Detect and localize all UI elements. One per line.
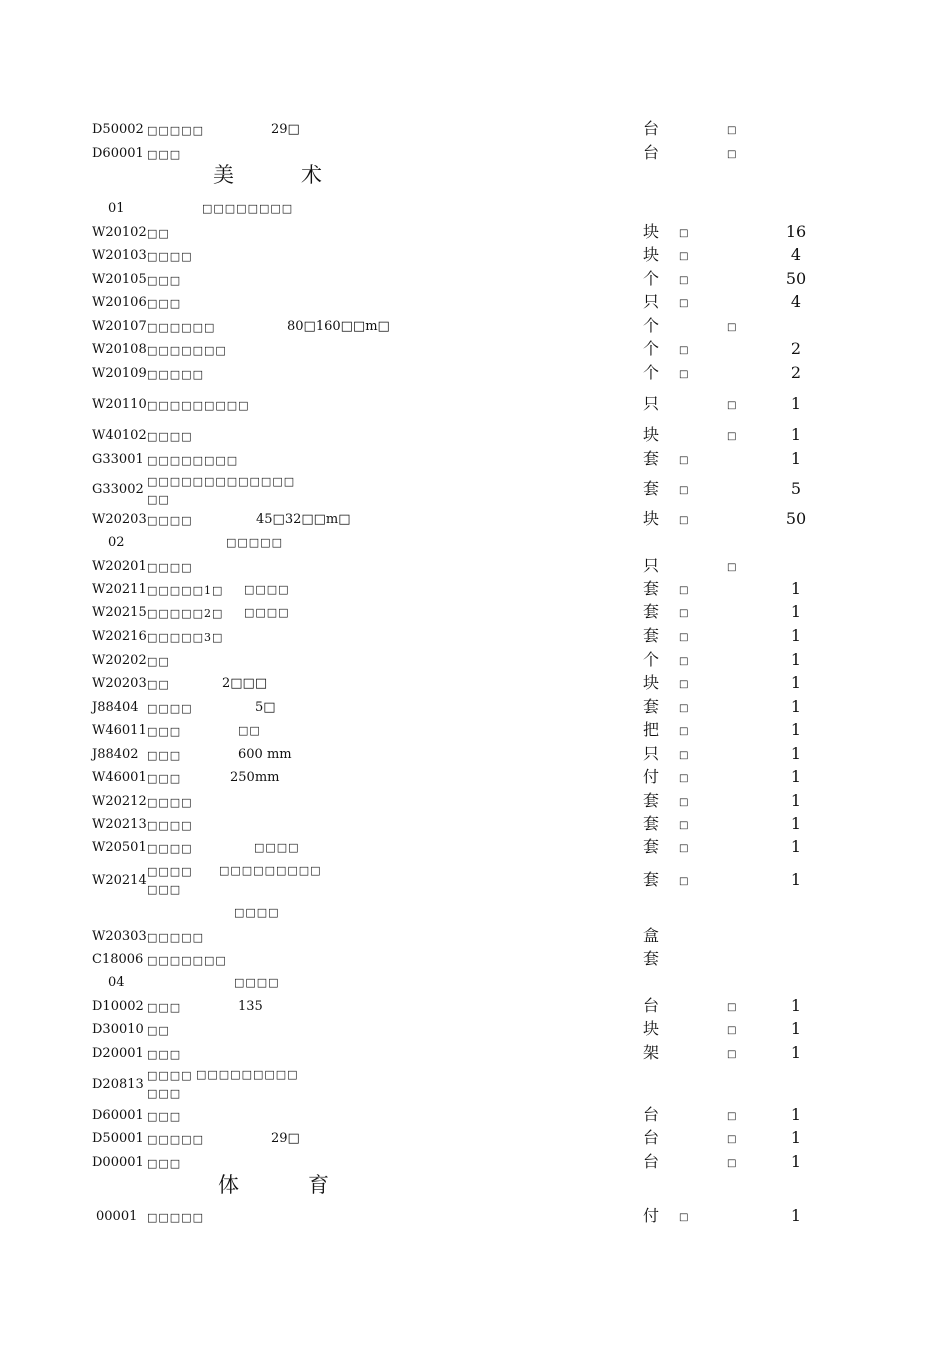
item-name: □□□□ [147,430,193,443]
item-unit: 只 [643,292,660,311]
item-mark-a: □ [679,656,689,667]
item-name-line-2: □□□ [147,883,182,896]
item-quantity: 1 [790,697,802,716]
item-name: □□□ [147,772,182,785]
item-mark-a: □ [679,726,689,737]
item-mark-a: □ [679,797,689,808]
item-quantity: 1 [790,870,802,889]
item-name: □□□ [147,1157,182,1170]
section-heading-art-char-1: 美 [213,163,234,187]
item-code: C18006 [92,952,144,967]
item-name: □□□ [147,1001,182,1014]
item-code: W20203 [92,676,147,691]
item-name: □□□□ [147,561,193,574]
item-quantity: 1 [790,837,802,856]
item-quantity: 16 [785,222,807,241]
item-mark-a: □ [679,298,689,309]
item-quantity: 1 [790,1206,802,1225]
item-unit: 个 [643,339,660,358]
item-unit: 块 [643,245,660,264]
item-code: W46001 [92,770,147,785]
item-unit: 套 [643,814,660,833]
item-mark-a: □ [679,773,689,784]
item-mark-a: □ [679,455,689,466]
item-mark-a: □ [679,585,689,596]
item-mark-b: □ [727,1002,737,1013]
item-code: W20109 [92,366,147,381]
item-unit: 个 [643,650,660,669]
item-spec: 600 mm [238,747,292,762]
item-mark-b: □ [727,1025,737,1036]
item-unit: 盒 [643,926,660,945]
item-code: W20501 [92,840,147,855]
item-name: □□□□□□□□□ [147,399,250,412]
group-number-01: 01 [108,201,125,216]
item-code: W20107 [92,319,147,334]
item-name: □□□ [147,297,182,310]
item-code: W40102 [92,428,147,443]
item-mark-a: □ [679,820,689,831]
item-quantity: 1 [790,579,802,598]
item-unit: 套 [643,837,660,856]
item-unit: 台 [643,1152,660,1171]
item-spec: 29□ [271,1131,300,1146]
item-code: 00001 [96,1209,138,1224]
item-mark-b: □ [727,1158,737,1169]
item-quantity: 1 [790,1128,802,1147]
item-code: W20102 [92,225,147,240]
item-name: □□□□□□□□□□□□□ [147,475,296,488]
item-code: D20001 [92,1046,144,1061]
item-mark-b: □ [727,400,737,411]
item-code: D10002 [92,999,144,1014]
item-name: □□□□□ [147,124,204,137]
item-code: D60001 [92,146,144,161]
item-name: □□□□□1□ [147,584,224,597]
item-unit: 付 [643,1206,660,1225]
item-name: □□□□□□□ [147,344,227,357]
item-code: D50002 [92,122,144,137]
item-quantity: 1 [790,996,802,1015]
item-code: J88402 [92,747,139,762]
item-quantity: 1 [790,449,802,468]
item-name: □□□□□□□□ [147,454,239,467]
item-mark-a: □ [679,679,689,690]
item-mark-a: □ [679,750,689,761]
group-title-03: □□□□ [234,906,280,919]
item-spec: 250mm [230,770,280,785]
item-name: □□□□ [147,702,193,715]
item-code: W20213 [92,817,147,832]
item-quantity: 1 [790,650,802,669]
item-name: □□□□□ [147,931,204,944]
item-code: G33002 [92,482,144,497]
item-unit: 个 [643,363,660,382]
item-unit: 块 [643,1019,660,1038]
item-quantity: 1 [790,1019,802,1038]
item-unit: 套 [643,949,660,968]
item-unit: 台 [643,143,660,162]
item-spec: □□ [238,724,261,737]
item-unit: 套 [643,449,660,468]
group-title-04: □□□□ [234,976,280,989]
item-name-line-2: □□□ [147,1087,182,1100]
section-heading-art-char-2: 术 [301,163,322,187]
item-mark-b: □ [727,322,737,333]
item-code: W20211 [92,582,147,597]
item-quantity: 1 [790,814,802,833]
item-unit: 套 [643,791,660,810]
group-title-02: □□□□□ [226,536,283,549]
item-code: D50001 [92,1131,144,1146]
item-spec: □□□□□□□□□ [196,1068,299,1081]
item-quantity: 1 [790,767,802,786]
item-unit: 付 [643,767,660,786]
item-quantity: 1 [790,1105,802,1124]
item-mark-a: □ [679,485,689,496]
item-quantity: 50 [785,269,807,288]
item-code: W20201 [92,559,147,574]
item-unit: 套 [643,579,660,598]
item-mark-a: □ [679,1212,689,1223]
item-code: W20103 [92,248,147,263]
item-code: W20303 [92,929,147,944]
item-spec: □□□□ [244,583,290,596]
item-name: □□□□ [147,514,193,527]
group-number-04: 04 [108,975,125,990]
item-spec: 135 [238,999,263,1014]
item-code: W20214 [92,873,147,888]
item-code: D00001 [92,1155,144,1170]
item-mark-b: □ [727,1134,737,1145]
item-unit: 套 [643,697,660,716]
item-name: □□□□□ [147,1133,204,1146]
item-name: □□ [147,227,170,240]
item-quantity: 1 [790,791,802,810]
item-mark-a: □ [679,843,689,854]
item-mark-a: □ [679,369,689,380]
item-code: D30010 [92,1022,144,1037]
item-unit: 台 [643,1105,660,1124]
item-unit: 只 [643,394,660,413]
item-mark-b: □ [727,125,737,136]
item-quantity: 1 [790,673,802,692]
item-unit: 架 [643,1043,660,1062]
item-mark-b: □ [727,562,737,573]
item-unit: 只 [643,744,660,763]
item-name: □□□ [147,274,182,287]
section-heading-pe-char-1: 体 [218,1173,239,1197]
item-spec: 2□□□ [222,676,268,691]
item-code: W20110 [92,397,147,412]
item-name: □□□□□ [147,368,204,381]
item-code: W20216 [92,629,147,644]
item-name: □□ [147,655,170,668]
item-quantity: 1 [790,602,802,621]
item-spec: □□□□ [244,606,290,619]
item-unit: 个 [643,269,660,288]
item-unit: 块 [643,425,660,444]
item-unit: 套 [643,602,660,621]
item-quantity: 2 [790,339,802,358]
item-name: □□□□ [147,796,193,809]
item-mark-b: □ [727,1111,737,1122]
item-code: W20108 [92,342,147,357]
item-mark-b: □ [727,1049,737,1060]
section-heading-pe-char-2: 育 [308,1173,329,1197]
item-unit: 块 [643,673,660,692]
item-mark-a: □ [679,632,689,643]
item-unit: 台 [643,119,660,138]
item-code: W20105 [92,272,147,287]
item-quantity: 1 [790,720,802,739]
item-name: □□□□□2□ [147,607,224,620]
item-name: □□□ [147,1110,182,1123]
item-unit: 台 [643,1128,660,1147]
item-spec: □□□□ [254,841,300,854]
item-unit: 块 [643,222,660,241]
item-name: □□□ [147,148,182,161]
item-code: J88404 [92,700,139,715]
item-name: □□□□ [147,250,193,263]
item-spec: 45□32□□m□ [256,512,351,527]
item-name: □□□□□ [147,1211,204,1224]
item-quantity: 50 [785,509,807,528]
item-quantity: 1 [790,1043,802,1062]
item-spec: 80□160□□m□ [287,319,390,334]
item-name: □□□ [147,749,182,762]
item-spec: 5□ [255,700,276,715]
item-code: W20212 [92,794,147,809]
item-unit: 块 [643,509,660,528]
item-mark-a: □ [679,251,689,262]
item-quantity: 5 [790,479,802,498]
item-name: □□□□□3□ [147,631,224,644]
item-mark-b: □ [727,149,737,160]
item-unit: 个 [643,316,660,335]
item-unit: 套 [643,870,660,889]
item-code: W20203 [92,512,147,527]
item-name: □□□□ [147,842,193,855]
item-quantity: 1 [790,425,802,444]
item-code: G33001 [92,452,144,467]
item-code: W46011 [92,723,147,738]
item-spec: 29□ [271,122,300,137]
item-mark-a: □ [679,608,689,619]
item-name: □□□□ [147,819,193,832]
item-unit: 把 [643,720,660,739]
item-name: □□ [147,678,170,691]
item-mark-a: □ [679,228,689,239]
group-title-01: □□□□□□□□ [202,202,294,215]
item-quantity: 4 [790,245,802,264]
item-name-line-2: □□ [147,493,170,506]
item-name: □□□ [147,1048,182,1061]
item-unit: 套 [643,626,660,645]
item-code: D60001 [92,1108,144,1123]
item-mark-a: □ [679,275,689,286]
group-number-02: 02 [108,535,125,550]
item-mark-a: □ [679,345,689,356]
item-quantity: 1 [790,626,802,645]
item-mark-a: □ [679,515,689,526]
item-name: □□□□ [147,865,193,878]
item-spec: □□□□□□□□□ [219,864,322,877]
item-name: □□□□□□□ [147,954,227,967]
item-code: W20215 [92,605,147,620]
item-code: D20813 [92,1077,144,1092]
item-code: W20202 [92,653,147,668]
item-mark-a: □ [679,703,689,714]
item-unit: 台 [643,996,660,1015]
item-unit: 套 [643,479,660,498]
item-name: □□□□□□ [147,321,216,334]
item-name: □□□□ [147,1069,193,1082]
item-quantity: 2 [790,363,802,382]
item-quantity: 4 [790,292,802,311]
item-mark-b: □ [727,431,737,442]
item-quantity: 1 [790,744,802,763]
item-quantity: 1 [790,1152,802,1171]
item-code: W20106 [92,295,147,310]
item-mark-a: □ [679,876,689,887]
item-name: □□□ [147,725,182,738]
item-name: □□ [147,1024,170,1037]
item-quantity: 1 [790,394,802,413]
item-unit: 只 [643,556,660,575]
